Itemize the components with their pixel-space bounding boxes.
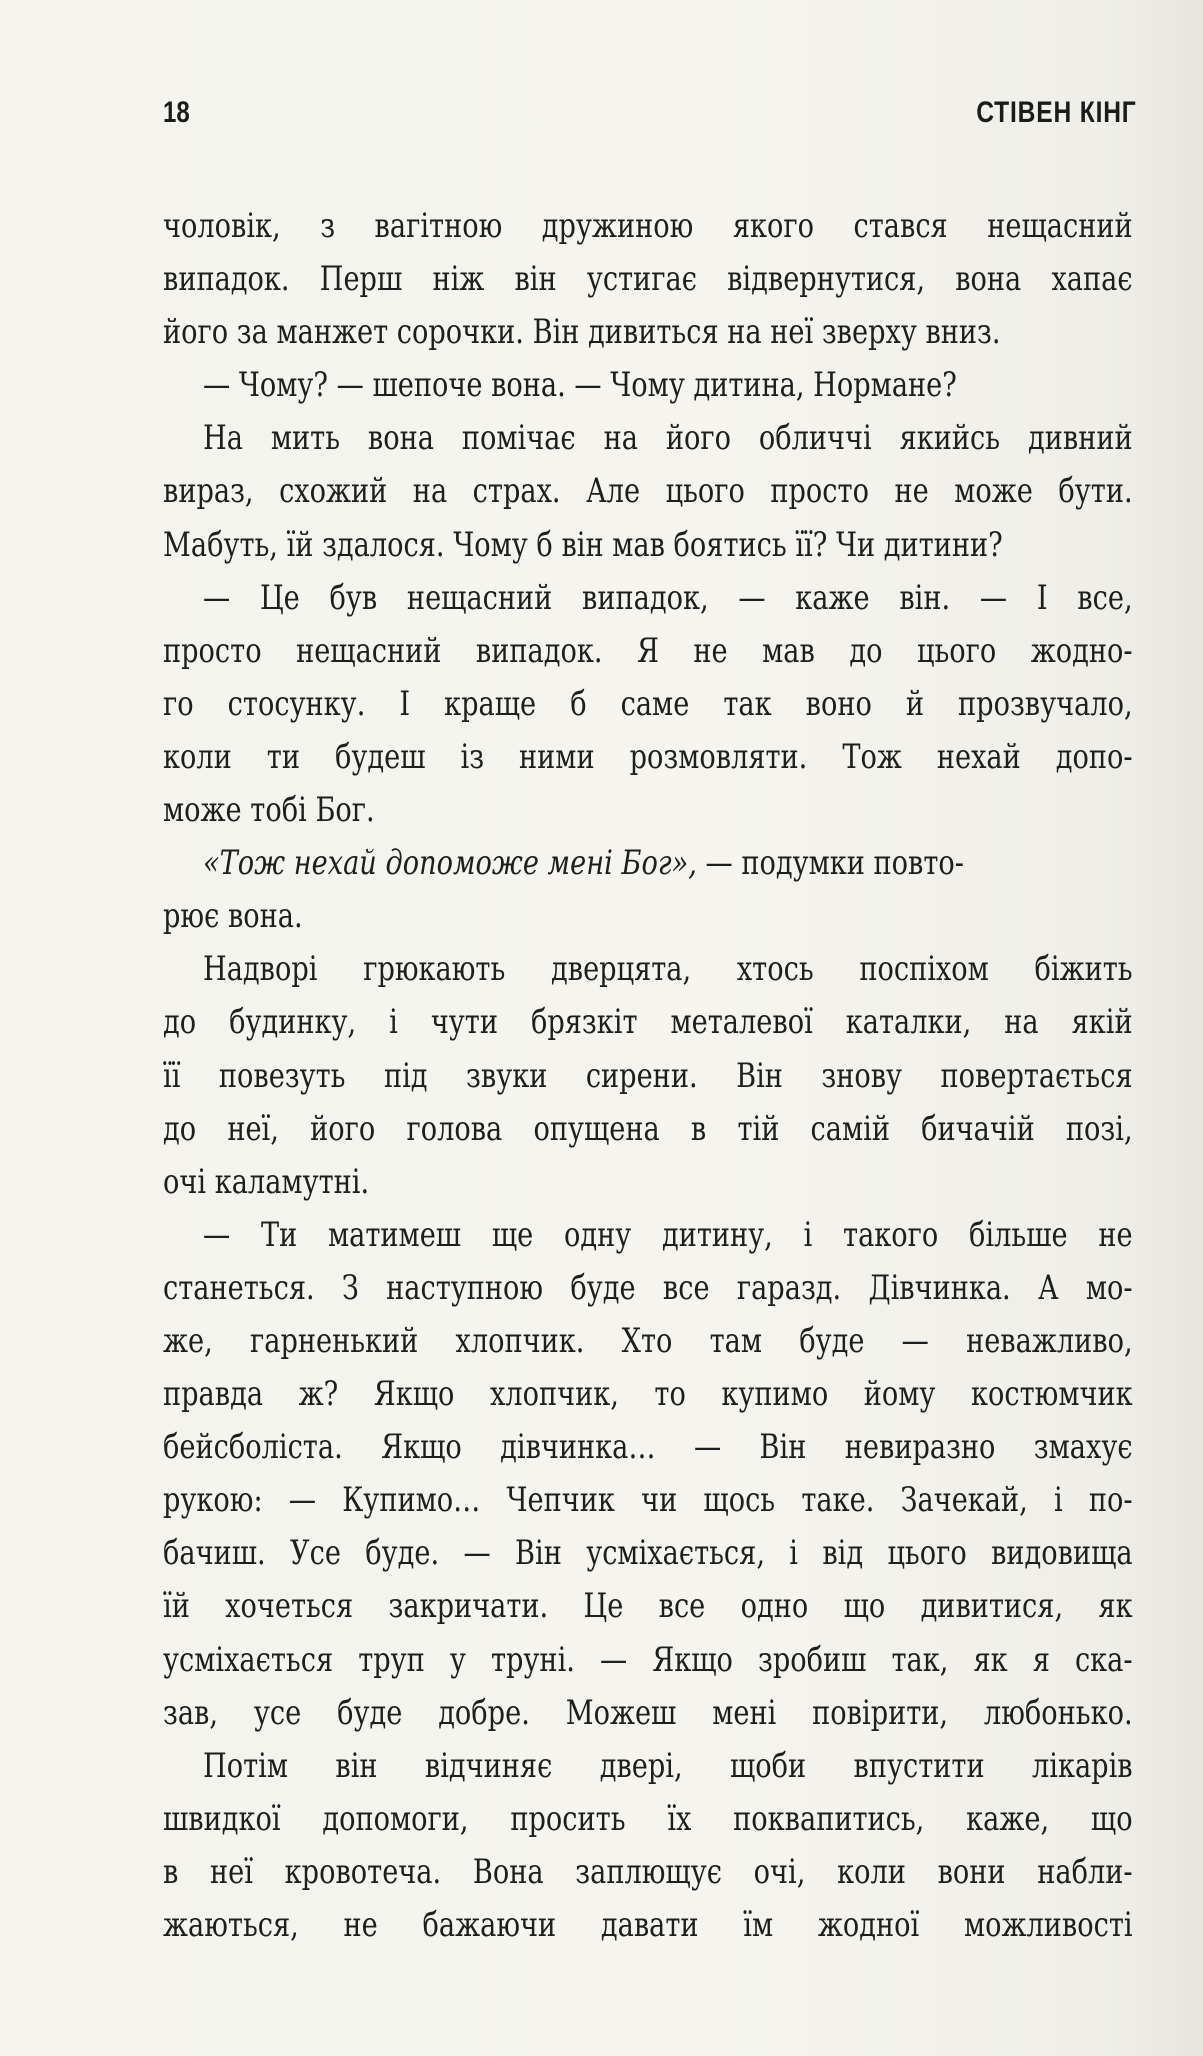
text-line: [163, 837, 1133, 890]
text-line: їй хочеться закричати. Це все одно що дивитися, як: [163, 1586, 1133, 1627]
text-line: може тобі Бог.: [163, 790, 375, 831]
running-head-author: СТІВЕН КІНГ: [976, 96, 1137, 129]
text-line: зав, усе буде добре. Можеш мені повірити, любонько.: [163, 1692, 1133, 1733]
text-line: швидкої допомоги, просить їх поквапитись, каже, що: [163, 1798, 1133, 1839]
text-line: в неї кровотеча. Вона заплющує очі, коли вони набли-: [163, 1851, 1133, 1892]
text-fragment: — подумки повто-: [696, 843, 964, 884]
text-line: до будинку, і чути брязкіт металевої каталки, на якій: [163, 1002, 1133, 1043]
text-line: — Чому? — шепоче вона. — Чому дитина, Нормане?: [203, 365, 957, 406]
running-head: [163, 96, 1137, 146]
text-line: бачиш. Усе буде. — Він усміхається, і від цього видовища: [163, 1533, 1133, 1574]
text-line: усміхається труп у труні. — Якщо зробиш так, як я ска-: [163, 1639, 1133, 1680]
text-line: же, гарненький хлопчик. Хто там буде — неважливо,: [163, 1320, 1133, 1361]
text-line: її повезуть під звуки сирени. Він знову повертається: [163, 1055, 1133, 1096]
text-line: його за манжет сорочки. Він дивиться на неї зверху вниз.: [163, 312, 1001, 353]
text-line: чоловік, з вагітною дружиною якого стався нещасний: [163, 206, 1133, 246]
body-text: [163, 200, 1133, 1952]
text-line: На мить вона помічає на його обличчі якийсь дивний: [203, 418, 1133, 459]
text-line: жаються, не бажаючи давати їм жодної можливості: [163, 1905, 1133, 1945]
text-line: — Ти матимеш ще одну дитину, і такого більше не: [203, 1214, 1133, 1255]
text-line: рукою: — Купимо… Чепчик чи щось таке. Зачекай, і по-: [163, 1480, 1133, 1521]
text-line: коли ти будеш із ними розмовляти. Тож нехай допо-: [163, 736, 1133, 777]
text-line: просто нещасний випадок. Я не мав до цього жодно-: [163, 630, 1133, 671]
text-line: до неї, його голова опущена в тій самій бичачій позі,: [163, 1108, 1133, 1149]
text-line: Надворі грюкають дверцята, хтось поспіхом біжить: [203, 949, 1133, 990]
italic-quote: «Тож нехай допоможе мені Бог»,: [203, 843, 697, 884]
text-line: очі каламутні.: [163, 1161, 370, 1202]
text-line: го стосунку. І краще б саме так воно й прозвучало,: [163, 683, 1133, 724]
text-line: вираз, схожий на страх. Але цього просто не може бути.: [163, 471, 1133, 512]
text-line: випадок. Перш ніж він устигає відвернутися, вона хапає: [163, 259, 1133, 300]
text-line: станеться. З наступною буде все гаразд. Дівчинка. А мо-: [163, 1267, 1133, 1308]
page-number: 18: [163, 96, 190, 129]
text-line: Потім він відчиняє двері, щоби впустити лікарів: [203, 1745, 1133, 1786]
text-line: Мабуть, їй здалося. Чому б він мав боятись її? Чи дитини?: [163, 524, 1003, 565]
text-line: — Це був нещасний випадок, — каже він. — І все,: [203, 577, 1133, 618]
text-line: рює вона.: [163, 896, 303, 937]
text-line: правда ж? Якщо хлопчик, то купимо йому костюмчик: [163, 1374, 1133, 1415]
text-line: бейсболіста. Якщо дівчинка… — Він невиразно змахує: [163, 1427, 1133, 1468]
